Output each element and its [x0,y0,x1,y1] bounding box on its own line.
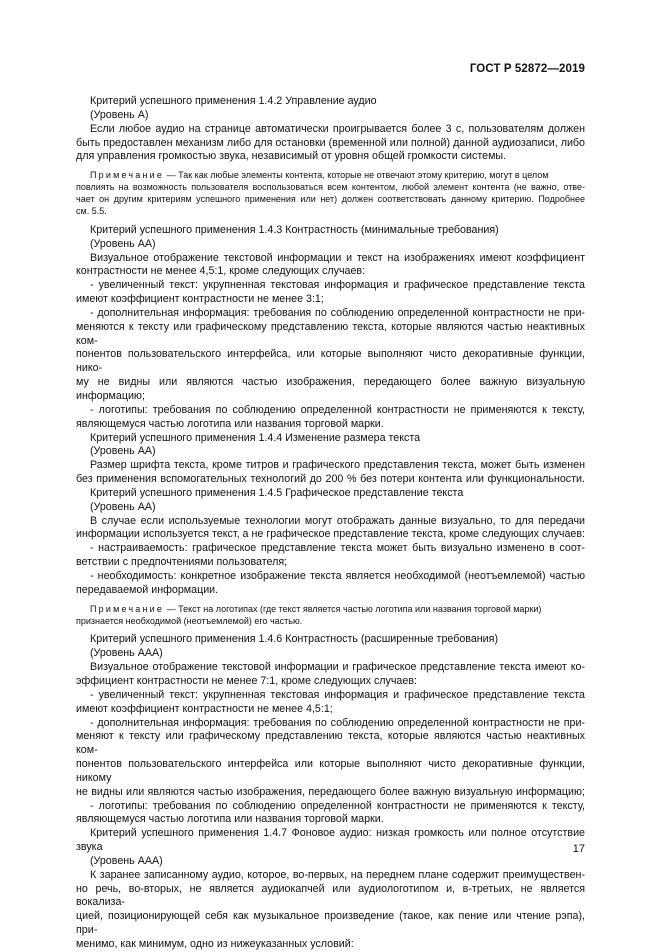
paragraph-line: цией, позиционирующей себя как музыкальное произведение (такое, как пение или чтение рэпа), при- [76,910,585,937]
note-text: — Текст на логотипах (где текст является частью логотипа или названия торговой марки) [164,603,542,614]
list-item-line: - логотипы: требования по соблюдению определенной контрастности не применяются к тексту, [90,799,585,812]
paragraph-line: но речь, во-вторых, не является аудиокапчей или аудиологотипом и, в-третьих, не является вокализа- [76,882,585,909]
note-line: признается необходимой (неотъемлемой) его частью. [76,615,303,626]
criterion-heading-continuation: звука [76,841,103,854]
list-item-line: имеют коэффициент контрастности не менее 3:1; [76,293,324,306]
criterion-heading-1-4-7: Критерий успешного применения 1.4.7 Фоновое аудио: низкая громкость или полное отсутствие [90,827,585,840]
paragraph-line: без применения вспомогательных технологий до 200 % без потери контента или функциональности. [76,473,585,486]
list-item-line: ветствии с предпочтениями пользователя; [76,556,288,569]
paragraph-line: быть предоставлен механизм либо для остановки (временной или полной) данной аудиозаписи, либо [76,136,585,149]
level-label: (Уровень ААА) [90,854,163,867]
list-item-line: - необходимость: конкретное изображение текста является необходимой (неотъемлемой) частью [90,569,585,582]
level-label: (Уровень А) [90,108,149,121]
level-label: (Уровень АА) [90,237,156,250]
list-item-line: понентов пользовательского интерфейса, или которые выполняют чисто декоративные функции, нико- [76,348,585,375]
list-item-line: являющемуся частью логотипа или названия торговой марки. [76,417,384,430]
level-label: (Уровень АА) [90,445,156,458]
page-body [76,95,585,952]
criterion-heading-1-4-5: Критерий успешного применения 1.4.5 Графическое представление текста [90,486,464,499]
list-item-line: - настраиваемость: графическое представление текста может быть визуально изменено в соот- [90,542,585,555]
paragraph-line: К заранее записанному аудио, которое, во-первых, на переднем плане содержит преимуществен- [90,868,585,881]
paragraph-line: для управления громкостью звука, независимый от уровня общей громкости системы. [76,150,507,163]
level-label: (Уровень ААА) [90,647,163,660]
list-item-line: не видны или являются частью изображения, передающего более важную визуальную информацию; [76,785,585,798]
list-item-line: передаваемой информации. [76,583,219,596]
paragraph-line: Размер шрифта текста, кроме титров и графического представления текста, может быть изменен [90,459,585,472]
list-item-line: - логотипы: требования по соблюдению определенной контрастности не применяются к тексту, [90,403,585,416]
list-item-line: являющемуся частью логотипа или названия торговой марки. [76,813,384,826]
page-number: 17 [572,843,585,855]
list-item-line: меняют к тексту или графическому представлению текста, которые являются частью неактивных ком- [76,730,585,757]
note-text: — Так как любые элементы контента, которые не отвечают этому критерию, могут в целом [164,170,549,181]
note-label: Примечание [90,170,165,181]
criterion-heading-1-4-2: Критерий успешного применения 1.4.2 Управление аудио [90,95,377,107]
list-item-line: понентов пользовательского интерфейса или которые выполняют чисто декоративные функции, никому [76,758,585,784]
note-1 [76,170,585,182]
note-line: чает он другим критериям успешного применения или нет) должен соответствовать данному критерию. Подробнее [76,194,585,205]
list-item-line: - увеличенный текст: укрупненная текстовая информация и графическое представление текста [90,688,585,701]
criterion-heading-1-4-3: Критерий успешного применения 1.4.3 Контрастность (минимальные требования) [90,223,499,236]
paragraph-line: Визуальное отображение текстовой информации и графическое представление текста имеют ко- [90,661,585,674]
paragraph-line: менимо, как минимум, одно из нижеуказанных условий: [76,938,354,950]
level-label: (Уровень АА) [90,500,156,513]
criterion-heading-1-4-4: Критерий успешного применения 1.4.4 Изменение размера текста [90,431,421,444]
standard-designation: ГОСТ Р 52872—2019 [469,63,585,75]
list-item-line: имеют коэффициент контрастности не менее 4,5:1; [76,702,333,715]
note-line: повлиять на возможность пользователя воспользоваться всем контентом, любой элемент контента (не важно, отве- [76,182,585,193]
note-label: Примечание [90,603,165,614]
list-item-line: меняются к тексту или графическому представлению текста, которые являются частью неактивных ком- [76,320,585,347]
paragraph-line: информации используется текст, а не графическое представление текста, кроме следующих случаев: [76,528,585,541]
paragraph-line: Визуальное отображение текстовой информации и текст на изображениях имеют коэффициент [90,251,585,264]
list-item-line: - дополнительная информация: требования по соблюдению определенной контрастности не при- [90,306,585,319]
list-item-line: - увеличенный текст: укрупненная текстовая информация и графическое представление текста [90,279,585,292]
paragraph-line: контрастности не менее 4,5:1, кроме следующих случаев: [76,265,366,278]
paragraph-line: В случае если используемые технологии могут отображать данные визуально, то для передачи [90,514,585,527]
paragraph-line: эффициент контрастности не менее 7:1, кроме следующих случаев: [76,674,417,687]
paragraph-line: Если любое аудио на странице автоматически проигрывается более 3 с, пользователям должен [90,122,585,135]
note-line: см. 5.5. [76,205,107,216]
list-item-line: му не видны или являются частью изображения, передающего более важную визуальную информацию; [76,376,585,402]
note-2 [76,604,585,616]
criterion-heading-1-4-6: Критерий успешного применения 1.4.6 Контрастность (расширенные требования) [90,633,498,646]
list-item-line: - дополнительная информация: требования по соблюдению определенной контрастности не при- [90,716,585,729]
